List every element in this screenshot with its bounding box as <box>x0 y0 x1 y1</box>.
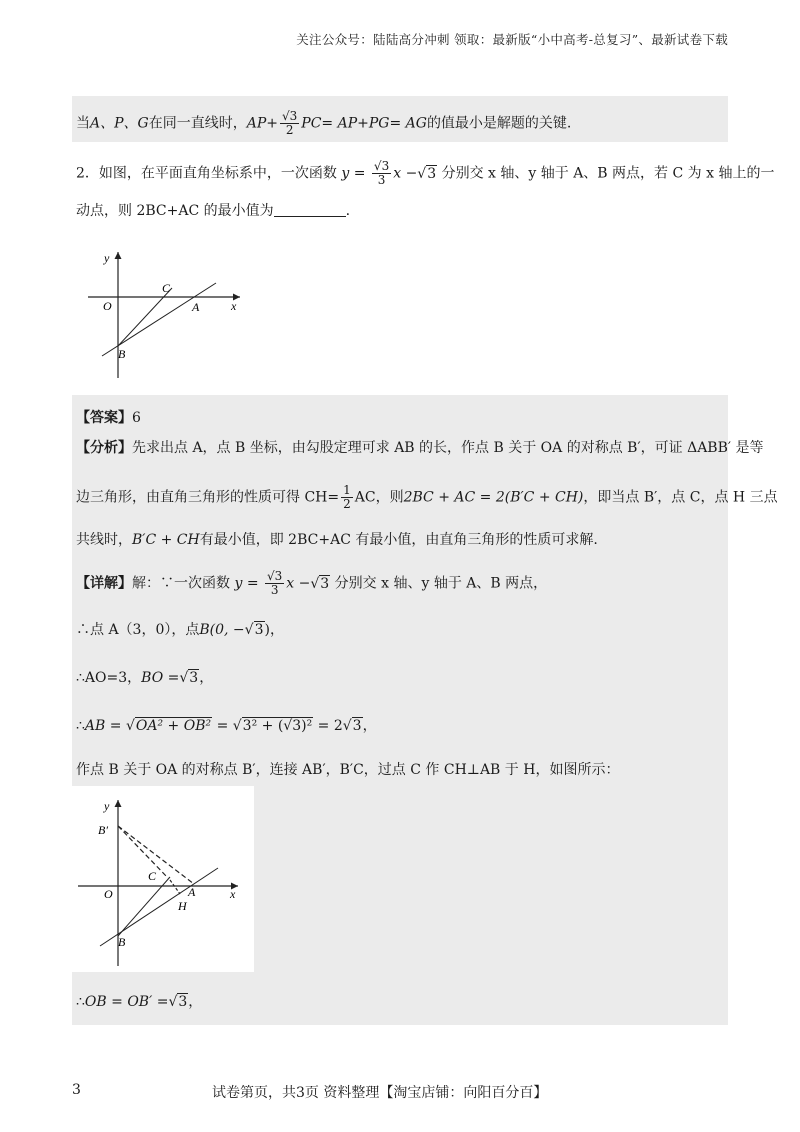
detail-line5-text: 作点 B 关于 OA 的对称点 B′，连接 AB′，B′C，过点 C 作 CH⊥AB 于 H，如图所示： <box>76 762 620 778</box>
detail-frac-den: 3 <box>270 583 279 597</box>
detail-line3-a: ∴AO=3， <box>76 670 142 686</box>
detail-line4-sqrt-3: √3 <box>342 718 362 734</box>
problem-text-b: 分别交 x 轴、y 轴于 A、B 两点，若 C 为 x 轴上的一 <box>441 165 775 182</box>
problem-fraction: $\frac{√3}{3}$ <box>373 159 390 187</box>
detail-line4-sqrt-rad: 3 <box>352 718 362 734</box>
problem-sqrt: √3 <box>417 165 437 182</box>
detail-line4-rad-2: 3² + (√3)² <box>242 718 313 734</box>
detail-line3-sqrt-rad: 3 <box>189 670 199 686</box>
analysis-line2-a: 边三角形，由直角三角形的性质可得 CH= <box>76 489 340 506</box>
detail-line2-a: ∴点 A（3，0），点 <box>76 622 200 638</box>
detail-line2-sqrt: √3 <box>244 622 264 638</box>
detail-line1-b: 分别交 x 轴、y 轴于 A、B 两点， <box>334 575 548 592</box>
fig1-label-x: x <box>231 299 237 313</box>
answer-blank <box>274 202 346 217</box>
analysis-line2-c: ，即当点 B′，点 C，点 H 三点 <box>583 489 778 506</box>
conclusion-sqrt: √3 <box>168 994 188 1010</box>
intro-expr-rest: PC= AP+PG= AG <box>301 115 427 132</box>
analysis-line2-formula: 2BC + AC = 2(B′C + CH) <box>403 489 584 506</box>
detail-line-4 <box>76 716 377 736</box>
detail-line2-sqrt-rad: 3 <box>254 622 264 638</box>
analysis-line3-b: 有最小值，即 2BC+AC 有最小值，由直角三角形的性质可求解. <box>199 532 598 548</box>
detail-line-5 <box>76 760 619 780</box>
detail-line-1 <box>76 570 547 597</box>
fig1-label-b: B <box>118 347 126 361</box>
detail-frac-num: 3 <box>274 569 283 583</box>
problem-line-2 <box>76 201 350 221</box>
fig2-label-x: x <box>230 887 236 901</box>
detail-line4-eq: = <box>216 718 229 734</box>
problem-frac-den: 3 <box>377 173 386 187</box>
figure-2-coordinate-plot <box>72 786 254 972</box>
detail-line4-rad-1: OA² + OB² <box>135 718 212 734</box>
answer-value: 6 <box>132 410 141 426</box>
analysis-line-3 <box>76 530 598 550</box>
detail-line-2 <box>76 620 284 640</box>
problem-number: 2． <box>76 165 99 182</box>
page-number: 3 <box>72 1082 81 1098</box>
fig2-label-h: H <box>178 899 187 913</box>
detail-line3-b: BO = <box>141 670 180 686</box>
problem-text-a: 如图，在平面直角坐标系中，一次函数 <box>98 165 337 182</box>
fig2-label-o: O <box>104 887 113 901</box>
figure-1-coordinate-plot <box>88 246 248 386</box>
intro-expr-ap: AP+ <box>246 115 278 132</box>
intro-text-c: 的值最小是解题的关键. <box>426 115 572 132</box>
fig2-label-bp: B′ <box>98 823 108 837</box>
conclusion-therefore: ∴ <box>76 994 85 1010</box>
fig1-label-a: A <box>192 300 200 314</box>
detail-x-minus: x − <box>286 575 311 592</box>
detail-sqrt-rad: 3 <box>320 575 330 592</box>
analysis-half-den: 2 <box>343 497 351 511</box>
fig1-label-y: y <box>104 251 110 265</box>
detail-line2-b: B(0, − <box>199 622 245 638</box>
analysis-half-num: 1 <box>343 483 351 497</box>
detail-line4-sqrt-1: √OA² + OB² <box>125 718 212 734</box>
analysis-line3-a: 共线时， <box>76 532 132 548</box>
intro-line <box>76 110 571 137</box>
detail-sqrt: √3 <box>310 575 330 592</box>
analysis-line1-text: 先求出点 A，点 B 坐标，由勾股定理可求 AB 的长，作点 B 关于 OA 的对称点 B′，可证 ΔABB′ 是等 <box>132 440 764 456</box>
fig2-dashed-c-h <box>170 880 180 894</box>
detail-line4-c: = 2 <box>317 718 343 734</box>
conclusion-expr: OB = OB′ = <box>84 994 169 1010</box>
header-notice: 关注公众号：陆陆高分冲刺 领取：最新版“小中高考-总复习”、最新试卷下载 <box>296 32 728 47</box>
detail-line1-a: 解：∵一次函数 <box>132 575 230 592</box>
detail-line-3 <box>76 668 213 688</box>
intro-points: A、P、G <box>90 115 149 132</box>
fig2-label-b: B <box>118 935 126 949</box>
fig2-label-c: C <box>148 869 157 883</box>
answer-tag: 【答案】 <box>76 410 132 426</box>
detail-line4-b: AB = <box>84 718 122 734</box>
analysis-line3-formula: B′C + CH <box>132 532 200 548</box>
fig2-label-y: y <box>104 799 110 813</box>
analysis-line-1 <box>76 438 764 458</box>
intro-frac-den: 2 <box>285 123 294 137</box>
problem-x-minus: x − <box>393 165 418 182</box>
problem-frac-num: 3 <box>381 159 390 173</box>
detail-fraction: $\frac{√3}{3}$ <box>267 569 283 597</box>
fig2-dashed-bp-c <box>118 826 168 878</box>
intro-text-a: 当 <box>76 115 90 132</box>
intro-text-b: 在同一直线时， <box>148 115 247 132</box>
footer-text: 试卷第页，共3页 资料整理【淘宝店铺：向阳百分百】 <box>212 1085 548 1101</box>
conclusion-line <box>76 992 202 1012</box>
analysis-tag: 【分析】 <box>76 440 132 456</box>
conclusion-sqrt-rad: 3 <box>178 994 188 1010</box>
detail-line4-sqrt-2: √3² + (√3)² <box>232 718 313 734</box>
problem-line2-end: . <box>345 203 351 219</box>
detail-line4-d: ， <box>362 718 377 734</box>
analysis-line2-b: AC，则 <box>354 489 404 506</box>
problem-sqrt-rad: 3 <box>427 165 437 182</box>
problem-y-eq: y = <box>341 165 366 182</box>
problem-line-1 <box>76 160 774 187</box>
intro-fraction: $\frac{√3}{2}$ <box>281 109 298 137</box>
detail-y-eq: y = <box>234 575 259 592</box>
fig1-label-o: O <box>103 299 112 313</box>
detail-line2-c: )， <box>264 622 284 638</box>
detail-tag: 【详解】 <box>76 575 132 592</box>
analysis-line-2 <box>76 484 778 511</box>
problem-line2-text: 动点，则 2BC+AC 的最小值为 <box>76 203 274 219</box>
answer-line <box>76 408 141 428</box>
conclusion-comma: ， <box>188 994 203 1010</box>
intro-frac-num: 3 <box>289 109 298 123</box>
detail-line3-sqrt: √3 <box>179 670 199 686</box>
detail-line3-c: ， <box>199 670 214 686</box>
analysis-half-fraction <box>341 484 353 511</box>
detail-line4-a: ∴ <box>76 718 85 734</box>
fig1-label-c: C <box>162 281 171 295</box>
fig2-label-a: A <box>188 885 196 899</box>
